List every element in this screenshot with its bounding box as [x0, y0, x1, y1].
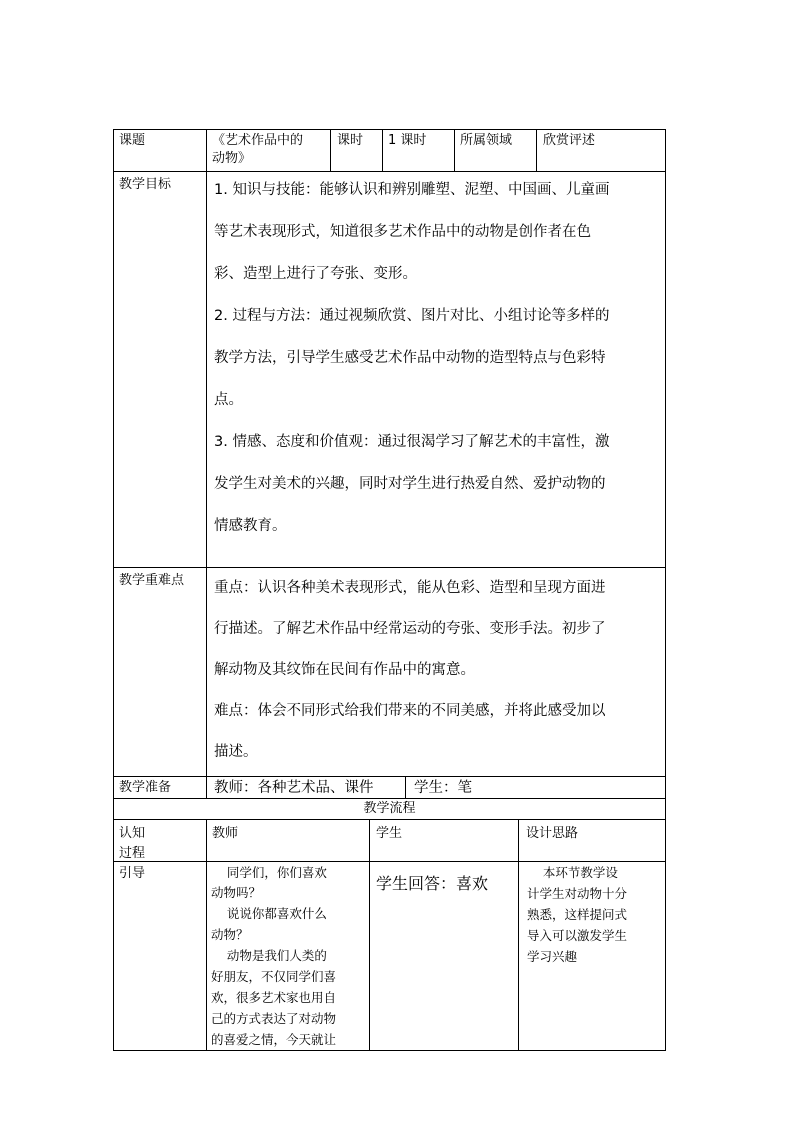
col-stage-line1: 认知 [119, 826, 146, 841]
goals-line: 教学方法，引导学生感受艺术作品中动物的造型特点与色彩特 [214, 350, 606, 366]
table-border [518, 819, 519, 1051]
row-stage: 引导 [119, 866, 146, 881]
table-border [113, 1050, 666, 1051]
table-border [536, 129, 537, 171]
student-answer: 学生回答：喜欢 [376, 874, 489, 893]
difficulties-line: 重点：认识各种美术表现形式，能从色彩、造型和呈现方面进 [214, 580, 606, 596]
table-border [405, 776, 406, 798]
course-title-line1: 《艺术作品中的 [212, 133, 304, 148]
goals-line: 彩、造型上进行了夸张、变形。 [214, 266, 417, 282]
table-border [113, 776, 666, 777]
difficulties-line: 行描述。了解艺术作品中经常运动的夸张、变形手法。初步了 [214, 621, 606, 637]
period-value: 1 课时 [388, 133, 427, 148]
teacher-line: 动物吗？ [211, 885, 262, 900]
teacher-line: 同学们，你们喜欢 [211, 865, 327, 880]
teacher-line: 动物是我们人类的 [211, 948, 327, 963]
table-border [113, 798, 666, 799]
preparation-teacher: 教师：各种艺术品、课件 [214, 780, 374, 796]
goals-line: 点。 [214, 392, 243, 408]
table-border [113, 861, 666, 862]
table-border [113, 129, 114, 1051]
goals-line: 2. 过程与方法：通过视频欣赏、图片对比、小组讨论等多样的 [214, 308, 610, 324]
table-border [369, 819, 370, 1051]
goals-label: 教学目标 [119, 177, 172, 192]
table-border [206, 171, 207, 798]
col-stage-line2: 过程 [119, 846, 146, 861]
domain-value: 欣赏评述 [543, 133, 596, 148]
teacher-line: 动物？ [211, 927, 249, 942]
difficulties-label: 教学重难点 [119, 573, 185, 588]
table-border [206, 129, 207, 171]
period-label: 课时 [337, 133, 364, 148]
table-border [330, 129, 331, 171]
table-border [382, 129, 383, 171]
teacher-line: 己的方式表达了对动物 [211, 1011, 337, 1026]
goals-line: 3. 情感、态度和价值观：通过很渴学习了解艺术的丰富性，激 [214, 434, 610, 450]
design-line: 本环节教学设 [527, 865, 618, 880]
preparation-label: 教学准备 [119, 780, 172, 795]
design-line: 导入可以激发学生 [527, 928, 628, 943]
col-teacher: 教师 [212, 826, 239, 841]
difficulties-line: 描述。 [214, 744, 258, 760]
teacher-line: 欢，很多艺术家也用自 [211, 990, 337, 1005]
table-border [665, 129, 666, 1051]
goals-line: 1. 知识与技能：能够认识和辨别雕塑、泥塑、中国画、儿童画 [214, 182, 610, 198]
table-border [113, 819, 666, 820]
design-line: 计学生对动物十分 [527, 886, 628, 901]
process-title: 教学流程 [363, 801, 416, 816]
difficulties-line: 解动物及其纹饰在民间有作品中的寓意。 [214, 662, 475, 678]
domain-label: 所属领域 [460, 133, 513, 148]
col-design: 设计思路 [526, 826, 579, 841]
col-student: 学生 [376, 826, 403, 841]
course-title-line2: 动物》 [212, 151, 252, 166]
goals-line: 等艺术表现形式，知道很多艺术作品中的动物是创作者在色 [214, 224, 591, 240]
table-border [454, 129, 455, 171]
teacher-line: 说说你都喜欢什么 [211, 906, 327, 921]
table-border [206, 819, 207, 1051]
course-label: 课题 [119, 133, 146, 148]
teacher-line: 好朋友，不仅同学们喜 [211, 969, 337, 984]
design-line: 熟悉，这样提问式 [527, 907, 628, 922]
teacher-line: 的喜爱之情，今天就让 [211, 1032, 337, 1047]
difficulties-line: 难点：体会不同形式给我们带来的不同美感，并将此感受加以 [214, 703, 606, 719]
goals-line: 情感教育。 [214, 518, 287, 534]
table-border [113, 129, 666, 130]
design-line: 学习兴趣 [527, 949, 578, 964]
preparation-student: 学生：笔 [414, 780, 472, 796]
goals-line: 发学生对美术的兴趣，同时对学生进行热爱自然、爱护动物的 [214, 476, 606, 492]
